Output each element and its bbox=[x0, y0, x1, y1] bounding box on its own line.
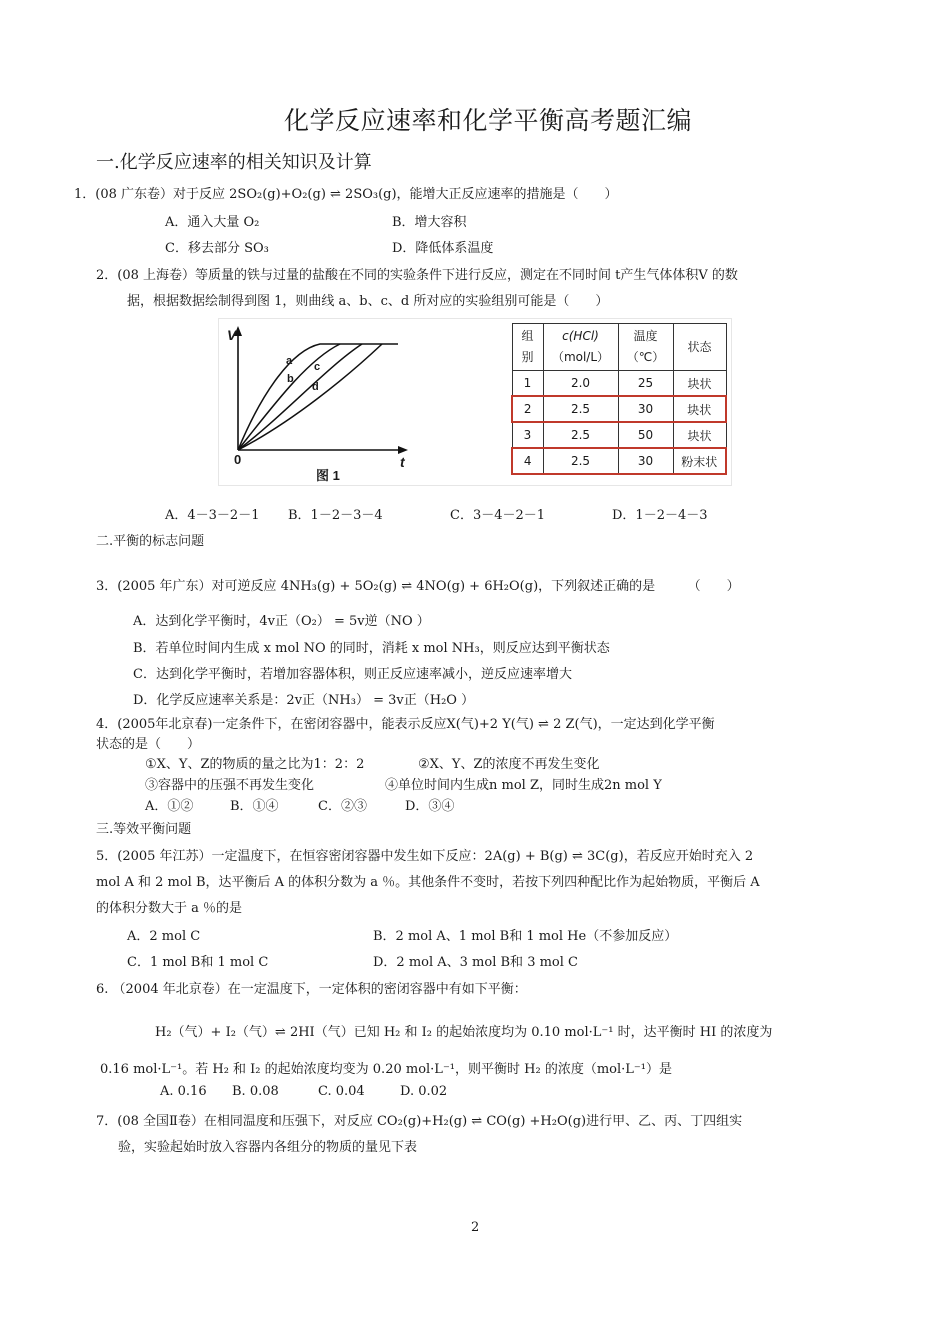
question-3: 3．(2005 年广东）对可逆反应 4NH₃(g) + 5O₂(g) ⇌ 4NO(g) + 6H₂O(g)，下列叙述正确的是 （ ） bbox=[96, 579, 740, 594]
curve-c bbox=[238, 344, 362, 450]
table-row bbox=[512, 422, 726, 448]
q2-option-c: C．3－4－2－1 bbox=[450, 508, 546, 523]
q4-statement-4: ④单位时间内生成n mol Z，同时生成2n mol Y bbox=[385, 778, 662, 793]
table-header-cell: c(HCl) （mol/L） bbox=[543, 324, 618, 371]
curve-label-b: b bbox=[287, 373, 294, 385]
volume-time-graph bbox=[222, 322, 412, 482]
table-cell: 30 bbox=[618, 448, 673, 474]
table-cell: 30 bbox=[618, 396, 673, 422]
table-cell: 3 bbox=[512, 422, 543, 448]
table-row bbox=[512, 396, 726, 422]
curve-label-a: a bbox=[286, 355, 293, 367]
curve-a bbox=[238, 344, 398, 450]
q2-option-a: A．4－3－2－1 bbox=[165, 508, 260, 523]
section-heading-3: 三.等效平衡问题 bbox=[96, 822, 192, 837]
q6-option-c: C. 0.04 bbox=[318, 1084, 365, 1099]
origin-label: 0 bbox=[234, 452, 242, 467]
curve-label-d: d bbox=[312, 381, 319, 393]
q4-option-c: C．②③ bbox=[318, 799, 367, 814]
q3-option-b: B．若单位时间内生成 x mol NO 的同时，消耗 x mol NH₃，则反应达到平衡状态 bbox=[133, 641, 610, 656]
question-6-line-3: 0.16 mol·L⁻¹。若 H₂ 和 I₂ 的起始浓度均变为 0.20 mol·L⁻¹，则平衡时 H₂ 的浓度（mol·L⁻¹）是 bbox=[100, 1062, 672, 1077]
table-header-row bbox=[512, 324, 726, 371]
table-cell: 1 bbox=[512, 371, 543, 397]
q4-statement-1: ①X、Y、Z的物质的量之比为1：2：2 bbox=[145, 757, 365, 772]
table-cell: 2.5 bbox=[543, 448, 618, 474]
q5-option-a: A．2 mol C bbox=[127, 929, 201, 944]
q6-option-b: B. 0.08 bbox=[232, 1084, 279, 1099]
question-7-line-1: 7．(08 全国Ⅱ卷）在相同温度和压强下，对反应 CO₂(g)+H₂(g) ⇌ CO(g) +H₂O(g)进行甲、乙、丙、丁四组实 bbox=[96, 1114, 743, 1129]
question-2-line-1: 2．(08 上海卷）等质量的铁与过量的盐酸在不同的实验条件下进行反应，测定在不同时间 t产生气体体积V 的数 bbox=[96, 268, 738, 283]
q3-option-c: C．达到化学平衡时，若增加容器体积，则正反应速率减小，逆反应速率增大 bbox=[133, 667, 572, 682]
table-row bbox=[512, 371, 726, 397]
q3-option-d: D．化学反应速率关系是：2v正（NH₃） = 3v正（H₂O ） bbox=[133, 693, 475, 708]
question-6-line-2: H₂（气）+ I₂（气）⇌ 2HI（气）已知 H₂ 和 I₂ 的起始浓度均为 0.10 mol·L⁻¹ 时，达平衡时 HI 的浓度为 bbox=[155, 1025, 773, 1040]
section-heading-1: 一.化学反应速率的相关知识及计算 bbox=[96, 152, 372, 173]
table-row bbox=[512, 448, 726, 474]
q2-option-b: B．1－2－3－4 bbox=[288, 508, 383, 523]
table-cell: 25 bbox=[618, 371, 673, 397]
q4-statement-3: ③容器中的压强不再发生变化 bbox=[145, 778, 315, 793]
table-cell: 50 bbox=[618, 422, 673, 448]
q1-option-a: A．通入大量 O₂ bbox=[165, 215, 260, 230]
curve-label-c: c bbox=[314, 361, 321, 373]
table-cell: 2 bbox=[512, 396, 543, 422]
q1-option-d: D．降低体系温度 bbox=[392, 241, 494, 256]
question-5-line-1: 5．(2005 年江苏）一定温度下，在恒容密闭容器中发生如下反应：2A(g) + B(g) ⇌ 3C(g)，若反应开始时充入 2 bbox=[96, 849, 754, 864]
q5-option-b: B．2 mol A、1 mol B和 1 mol He（不参加反应） bbox=[373, 929, 678, 944]
q5-option-c: C．1 mol B和 1 mol C bbox=[127, 955, 269, 970]
page-title: 化学反应速率和化学平衡高考题汇编 bbox=[284, 106, 693, 135]
q6-option-a: A. 0.16 bbox=[160, 1084, 207, 1099]
table-header-cell: 状态 bbox=[673, 324, 726, 371]
table-header-cell: 温度 （℃） bbox=[618, 324, 673, 371]
question-2-line-2: 据，根据数据绘制得到图 1，则曲线 a、b、c、d 所对应的实验组别可能是（ ） bbox=[127, 294, 609, 309]
question-4-line-2: 状态的是（ ） bbox=[96, 737, 201, 752]
q1-option-c: C．移去部分 SO₃ bbox=[165, 241, 269, 256]
section-heading-2: 二.平衡的标志问题 bbox=[96, 534, 205, 549]
question-5-line-3: 的体积分数大于 a ％的是 bbox=[96, 901, 243, 916]
question-6-line-1: 6. （2004 年北京卷）在一定温度下，一定体积的密闭容器中有如下平衡： bbox=[96, 982, 527, 997]
q3-option-a: A．达到化学平衡时，4v正（O₂） = 5v逆（NO ） bbox=[133, 614, 430, 629]
page-number: 2 bbox=[471, 1220, 480, 1235]
q6-option-d: D. 0.02 bbox=[400, 1084, 448, 1099]
table-cell: 2.5 bbox=[543, 422, 618, 448]
q4-option-d: D．③④ bbox=[405, 799, 455, 814]
table-cell: 4 bbox=[512, 448, 543, 474]
figure-caption: 图 1 bbox=[316, 468, 340, 483]
q5-option-d: D．2 mol A、3 mol B和 3 mol C bbox=[373, 955, 578, 970]
q4-statement-2: ②X、Y、Z的浓度不再发生变化 bbox=[418, 757, 600, 772]
q1-option-b: B．增大容积 bbox=[392, 215, 467, 230]
experiment-table bbox=[511, 323, 727, 475]
question-4-line-1: 4．(2005年北京春)一定条件下，在密闭容器中，能表示反应X(气)+2 Y(气) ⇌ 2 Z(气)，一定达到化学平衡 bbox=[96, 717, 715, 732]
table-cell: 块状 bbox=[673, 422, 726, 448]
table-cell: 块状 bbox=[673, 371, 726, 397]
question-1 bbox=[74, 183, 618, 202]
y-axis-label: V bbox=[227, 327, 237, 343]
q2-option-d: D．1－2－4－3 bbox=[612, 508, 708, 523]
table-header-cell: 组 别 bbox=[512, 324, 543, 371]
x-axis-label: t bbox=[400, 454, 405, 470]
question-5-line-2: mol A 和 2 mol B，达平衡后 A 的体积分数为 a ％。其他条件不变时，若按下列四种配比作为起始物质，平衡后 A bbox=[96, 875, 760, 890]
question-7-line-2: 验，实验起始时放入容器内各组分的物质的量见下表 bbox=[118, 1140, 418, 1155]
q4-option-a: A．①② bbox=[145, 799, 194, 814]
table-cell: 2.0 bbox=[543, 371, 618, 397]
table-cell: 块状 bbox=[673, 396, 726, 422]
table-cell: 粉末状 bbox=[673, 448, 726, 474]
table-cell: 2.5 bbox=[543, 396, 618, 422]
q4-option-b: B．①④ bbox=[230, 799, 279, 814]
curve-d bbox=[238, 344, 382, 450]
question-1-text: 1．(08 广东卷）对于反应 2SO₂(g)+O₂(g) ⇌ 2SO₃(g)，能增大正反应速率的措施是（ ） bbox=[74, 187, 618, 202]
